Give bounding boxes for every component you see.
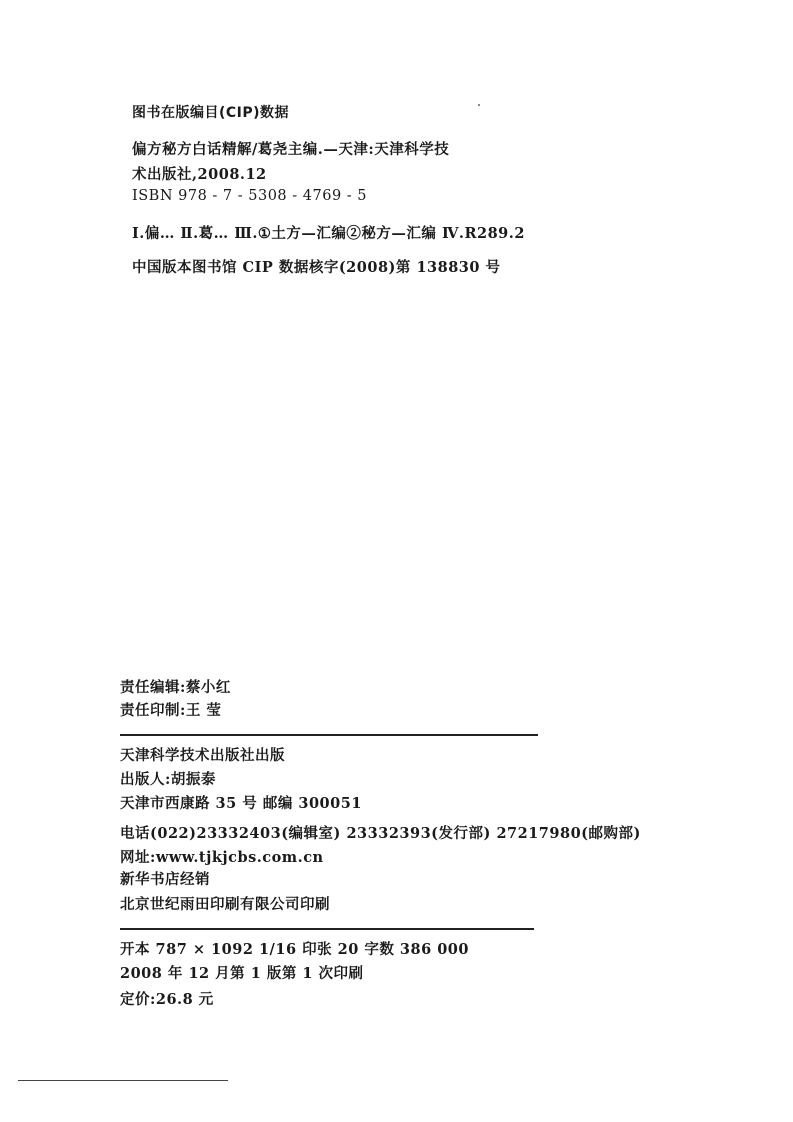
- divider-bottom: [120, 928, 534, 930]
- print-control: 责任印制:王 莹: [120, 702, 222, 719]
- publisher-website: 网址:www.tjkjcbs.com.cn: [120, 849, 324, 866]
- publisher-person: 出版人:胡振泰: [120, 771, 216, 788]
- printer: 北京世纪雨田印刷有限公司印刷: [120, 896, 330, 913]
- price: 定价:26.8 元: [120, 991, 214, 1008]
- cip-description-line-2: 术出版社,2008.12: [132, 166, 267, 183]
- divider-top: [120, 734, 538, 736]
- publisher-phone: 电话(022)23332403(编辑室) 23332393(发行部) 27217980(邮购部): [120, 825, 641, 842]
- distributor: 新华书店经销: [120, 871, 210, 888]
- cip-description-line-1: 偏方秘方白话精解/葛尧主编.—天津:天津科学技: [132, 141, 450, 158]
- format-specs: 开本 787 × 1092 1/16 印张 20 字数 386 000: [120, 941, 469, 958]
- publisher-name: 天津科学技术出版社出版: [120, 747, 285, 764]
- cip-title: 图书在版编目(CIP)数据: [132, 105, 290, 121]
- edition-info: 2008 年 12 月第 1 版第 1 次印刷: [120, 965, 364, 982]
- cip-classification: Ⅰ.偏… Ⅱ.葛… Ⅲ.①土方—汇编②秘方—汇编 Ⅳ.R289.2: [132, 225, 525, 242]
- publisher-address: 天津市西康路 35 号 邮编 300051: [120, 795, 362, 812]
- cip-isbn: ISBN 978 - 7 - 5308 - 4769 - 5: [132, 188, 368, 204]
- responsible-editor: 责任编辑:蔡小红: [120, 679, 231, 696]
- cip-data-number: 中国版本图书馆 CIP 数据核字(2008)第 138830 号: [132, 259, 501, 276]
- footer-rule: [18, 1080, 228, 1081]
- scan-speck: [478, 104, 480, 106]
